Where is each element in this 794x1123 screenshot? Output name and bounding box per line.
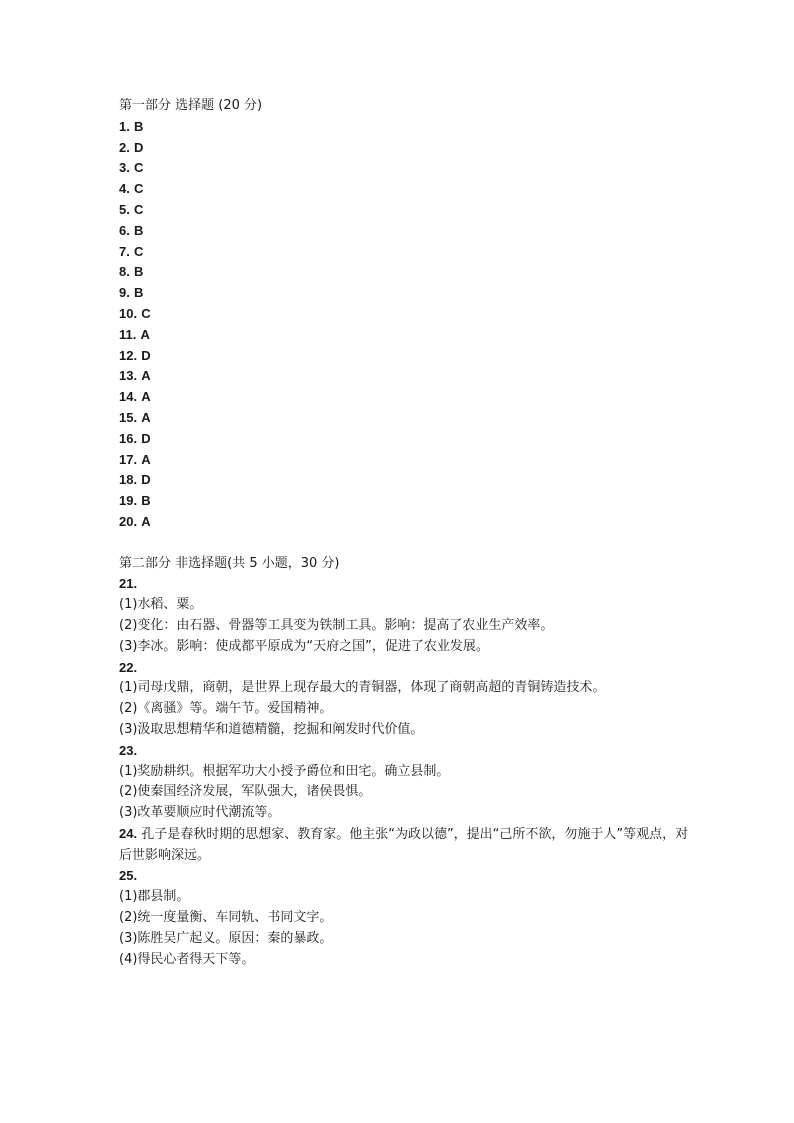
answer-letter: A (141, 513, 151, 529)
answer-item (119, 138, 699, 159)
answer-line: (2)使秦国经济发展，军队强大，诸侯畏惧。 (119, 784, 372, 800)
answer-sheet (119, 96, 699, 970)
question-25 (119, 866, 699, 970)
question-number: 24. (119, 825, 138, 841)
answer-letter: C (133, 201, 144, 217)
answer-item (119, 491, 699, 512)
section-spacer (119, 533, 699, 554)
answer-letter: B (133, 264, 144, 280)
answer-text: 孔子是春秋时期的思想家、教育家。他主张“为政以德”，提出“己所不欲，勿施于人”等观点，对后世影响深远。 (119, 826, 689, 863)
answer-line: (1)奖励耕织。根据军功大小授予爵位和田宅。确立县制。 (119, 763, 450, 779)
answer-item (119, 242, 699, 263)
answer-line: (2)《离骚》等。端午节。爱国精神。 (119, 701, 333, 717)
question-number: 21. (119, 576, 138, 592)
answer-line: (3)李冰。影响：使成都平原成为“天府之国”，促进了农业发展。 (119, 638, 489, 654)
answer-letter: B (133, 222, 144, 238)
answer-item (119, 283, 699, 304)
answer-item (119, 262, 699, 283)
question-number: 7. (119, 243, 130, 259)
answer-letter: B (133, 285, 144, 301)
answer-line: (1)司母戊鼎，商朝，是世界上现存最大的青铜器，体现了商朝高超的青铜铸造技术。 (119, 680, 606, 696)
answer-item (119, 325, 699, 346)
answer-letter: C (133, 243, 144, 259)
answer-item (119, 387, 699, 408)
question-number: 9. (119, 285, 130, 301)
answer-item (119, 304, 699, 325)
answer-line: (3)汲取思想精华和道德精髓，挖掘和阐发时代价值。 (119, 721, 424, 737)
question-number: 22. (119, 659, 138, 675)
answer-letter: A (141, 368, 151, 384)
answer-line: (4)得民心者得天下等。 (119, 951, 255, 967)
answer-item (119, 429, 699, 450)
answer-item (119, 470, 699, 491)
question-number: 18. (119, 472, 138, 488)
answer-line: (1)郡县制。 (119, 889, 190, 905)
part1-title: 第一部分 选择题 (20 分) (119, 98, 263, 113)
question-22 (119, 658, 699, 741)
answer-item (119, 450, 699, 471)
question-number: 15. (119, 409, 138, 425)
answer-letter: B (141, 493, 151, 509)
question-number: 13. (119, 368, 138, 384)
question-23 (119, 741, 699, 824)
answer-line: (2)变化：由石器、骨器等工具变为铁制工具。影响：提高了农业生产效率。 (119, 617, 554, 633)
answer-letter: D (133, 139, 144, 155)
question-number: 25. (119, 868, 138, 884)
answer-line: (2)统一度量衡、车同轨、书同文字。 (119, 910, 333, 926)
answer-letter: D (141, 472, 151, 488)
answer-letter: A (140, 326, 150, 342)
answer-item (119, 346, 699, 367)
answer-letter: B (133, 118, 144, 134)
question-number: 11. (119, 326, 137, 342)
answer-item (119, 408, 699, 429)
part1-answer-list (119, 117, 699, 533)
answer-letter: D (141, 430, 151, 446)
question-number: 17. (119, 451, 138, 467)
answer-letter: A (141, 409, 151, 425)
question-number: 23. (119, 742, 138, 758)
answer-item (119, 158, 699, 179)
answer-letter: D (141, 347, 151, 363)
question-number: 5. (119, 201, 130, 217)
answer-letter: A (141, 389, 151, 405)
question-number: 20. (119, 513, 138, 529)
answer-item (119, 512, 699, 533)
answer-item (119, 117, 699, 138)
question-21 (119, 574, 699, 657)
question-number: 14. (119, 389, 138, 405)
answer-line: (3)改革要顺应时代潮流等。 (119, 805, 281, 821)
answer-item (119, 221, 699, 242)
answer-line: (1)水稻、粟。 (119, 597, 203, 613)
answer-item (119, 179, 699, 200)
question-number: 12. (119, 347, 138, 363)
answer-letter: C (141, 305, 151, 321)
question-number: 1. (119, 118, 130, 134)
answer-letter: C (133, 181, 144, 197)
answer-line: (3)陈胜吴广起义。原因：秦的暴政。 (119, 930, 333, 946)
question-24 (119, 824, 694, 867)
answer-item (119, 366, 699, 387)
question-number: 6. (119, 222, 130, 238)
answer-letter: C (133, 160, 144, 176)
part2-title: 第二部分 非选择题(共 5 小题，30 分) (119, 555, 340, 571)
question-number: 4. (119, 181, 130, 197)
question-number: 16. (119, 430, 138, 446)
question-number: 19. (119, 493, 138, 509)
question-number: 2. (119, 139, 130, 155)
answer-item (119, 200, 699, 221)
answer-letter: A (141, 451, 151, 467)
question-number: 8. (119, 264, 130, 280)
question-number: 10. (119, 305, 138, 321)
question-number: 3. (119, 160, 130, 176)
